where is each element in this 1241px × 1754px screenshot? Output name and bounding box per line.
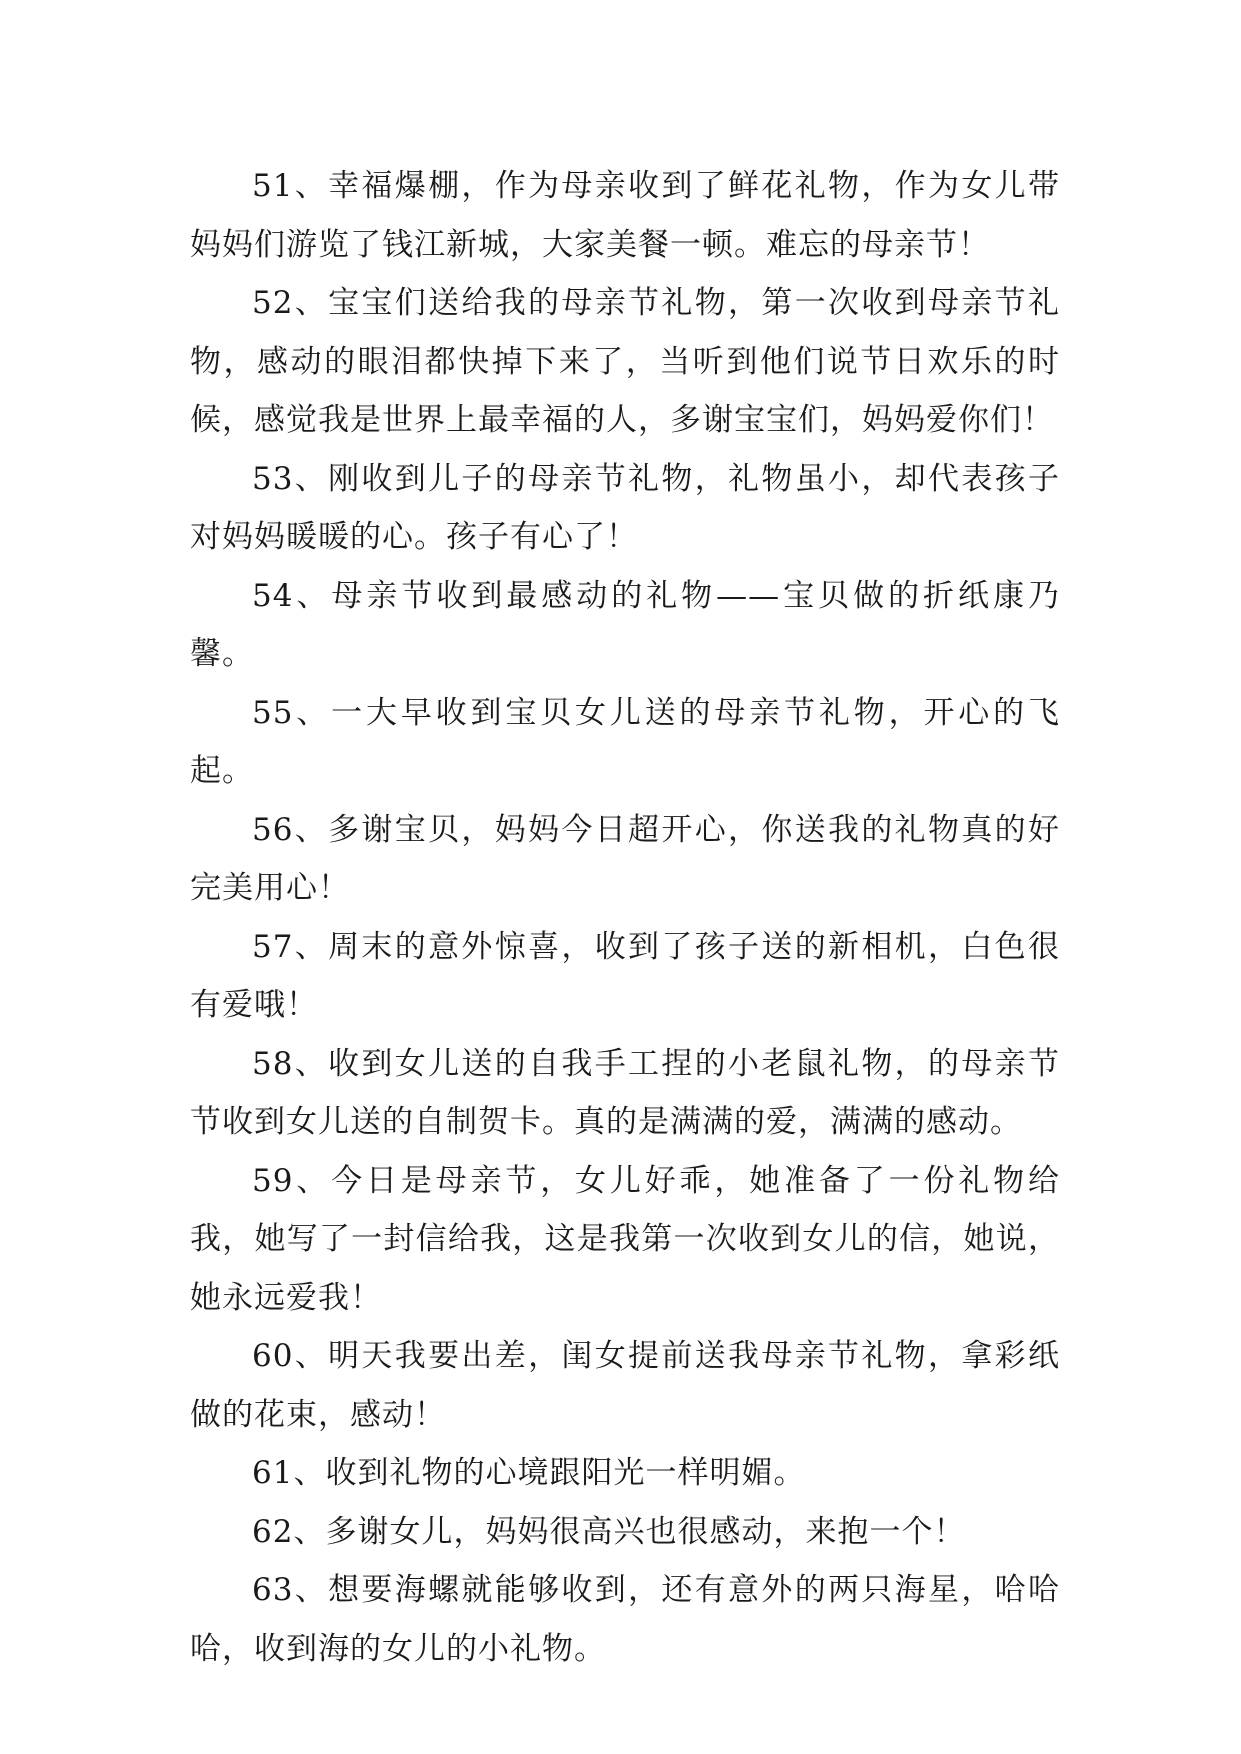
paragraph-55: 55、一大早收到宝贝女儿送的母亲节礼物，开心的飞起。: [190, 694, 1060, 789]
paragraph-59: 59、今日是母亲节，女儿好乖，她准备了一份礼物给我，她写了一封信给我，这是我第一次收到女儿的信，她说，她永远爱我！: [190, 1162, 1060, 1316]
paragraph-52: 52、宝宝们送给我的母亲节礼物，第一次收到母亲节礼物，感动的眼泪都快掉下来了，当听到他们说节日欢乐的时候，感觉我是世界上最幸福的人，多谢宝宝们，妈妈爱你们！: [190, 285, 1060, 438]
paragraph-60: 60、明天我要出差，闺女提前送我母亲节礼物，拿彩纸做的花束，感动！: [190, 1338, 1060, 1433]
paragraph-54: 54、母亲节收到最感动的礼物——宝贝做的折纸康乃馨。: [190, 577, 1060, 672]
paragraph-63: 63、想要海螺就能够收到，还有意外的两只海星，哈哈哈，收到海的女儿的小礼物。: [190, 1572, 1060, 1667]
paragraph-61: 61、收到礼物的心境跟阳光一样明媚。: [252, 1455, 806, 1491]
document-body: [190, 157, 1060, 1678]
paragraph-58: 58、收到女儿送的自我手工捏的小老鼠礼物，的母亲节节收到女儿送的自制贺卡。真的是满满的爱，满满的感动。: [190, 1045, 1060, 1140]
paragraph-62: 62、多谢女儿，妈妈很高兴也很感动，来抱一个！: [252, 1513, 966, 1550]
paragraph-51: 51、幸福爆棚，作为母亲收到了鲜花礼物，作为女儿带妈妈们游览了钱江新城，大家美餐一顿。难忘的母亲节！: [190, 168, 1060, 263]
paragraph-56: 56、多谢宝贝，妈妈今日超开心，你送我的礼物真的好完美用心！: [190, 811, 1060, 906]
paragraph-57: 57、周末的意外惊喜，收到了孩子送的新相机，白色很有爱哦！: [190, 928, 1060, 1023]
paragraph-53: 53、刚收到儿子的母亲节礼物，礼物虽小，却代表孩子对妈妈暖暖的心。孩子有心了！: [190, 460, 1060, 555]
